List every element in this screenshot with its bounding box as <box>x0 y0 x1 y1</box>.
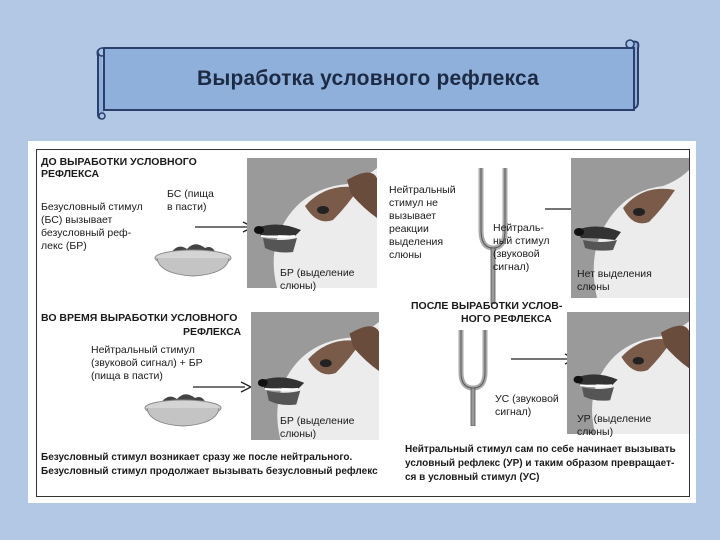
after-note-3: ся в условный стимул (УС) <box>405 472 540 483</box>
during-response-2: слюны) <box>280 428 317 440</box>
during-stimulus-1: Нейтральный стимул <box>91 344 195 356</box>
before-neutral-4: реакции <box>389 223 429 235</box>
after-note-2: условный рефлекс (УР) и таким образом превращает- <box>405 458 675 469</box>
after-stimulus-1: УС (звуковой <box>495 393 559 405</box>
after-heading-2: НОГО РЕФЛЕКСА <box>461 313 552 325</box>
arrow-icon <box>193 380 253 394</box>
slide-title: Выработка условного рефлекса <box>196 67 540 90</box>
before-neutral-3: вызывает <box>389 210 437 222</box>
before-desc-4: лекс (БР) <box>41 240 87 252</box>
food-bowl-icon <box>141 390 225 430</box>
before-desc-1: Безусловный стимул <box>41 201 143 213</box>
title-scroll <box>96 38 640 120</box>
before-no-response-1: Нет выделения <box>577 268 652 280</box>
after-note-1: Нейтральный стимул сам по себе начинает вызывать <box>405 444 676 455</box>
food-bowl-icon <box>151 240 235 280</box>
after-response-2: слюны) <box>577 426 614 438</box>
during-stimulus-2: (звуковой сигнал) + БР <box>91 357 203 369</box>
before-response-1: БР (выделение <box>280 267 355 279</box>
before-neutral-label-2: ный стимул <box>493 235 550 247</box>
before-neutral-5: выделения <box>389 236 444 248</box>
before-desc-2: (БС) вызывает <box>41 214 113 226</box>
after-heading-1: ПОСЛЕ ВЫРАБОТКИ УСЛОВ- <box>411 300 563 312</box>
before-stimulus-2: в пасти) <box>167 201 207 213</box>
before-neutral-label-4: сигнал) <box>493 261 530 273</box>
diagram-panel <box>28 141 696 503</box>
before-neutral-label-3: (звуковой <box>493 248 540 260</box>
arrow-icon <box>195 220 255 234</box>
before-heading-2: РЕФЛЕКСА <box>41 168 100 180</box>
before-no-response-2: слюны <box>577 281 610 293</box>
before-desc-3: безусловный реф- <box>41 227 132 239</box>
before-heading-1: ДО ВЫРАБОТКИ УСЛОВНОГО <box>41 156 197 168</box>
before-neutral-2: стимул не <box>389 197 438 209</box>
after-stimulus-2: сигнал) <box>495 406 532 418</box>
during-note-1: Безусловный стимул возникает сразу же после нейтрального. <box>41 452 353 463</box>
during-heading-1: ВО ВРЕМЯ ВЫРАБОТКИ УСЛОВНОГО <box>41 312 238 324</box>
before-neutral-1: Нейтральный <box>389 184 456 196</box>
before-neutral-label-1: Нейтраль- <box>493 222 544 234</box>
during-stimulus-3: (пища в пасти) <box>91 370 163 382</box>
during-note-2: Безусловный стимул продолжает вызывать безусловный рефлекс <box>41 466 378 477</box>
diagram-frame <box>36 149 690 497</box>
before-response-2: слюны) <box>280 280 317 292</box>
tuning-fork-icon <box>455 326 491 426</box>
after-response-1: УР (выделение <box>577 413 652 425</box>
before-neutral-6: слюны <box>389 249 422 261</box>
before-stimulus-1: БС (пища <box>167 188 214 200</box>
during-response-1: БР (выделение <box>280 415 355 427</box>
during-heading-2: РЕФЛЕКСА <box>183 326 242 338</box>
